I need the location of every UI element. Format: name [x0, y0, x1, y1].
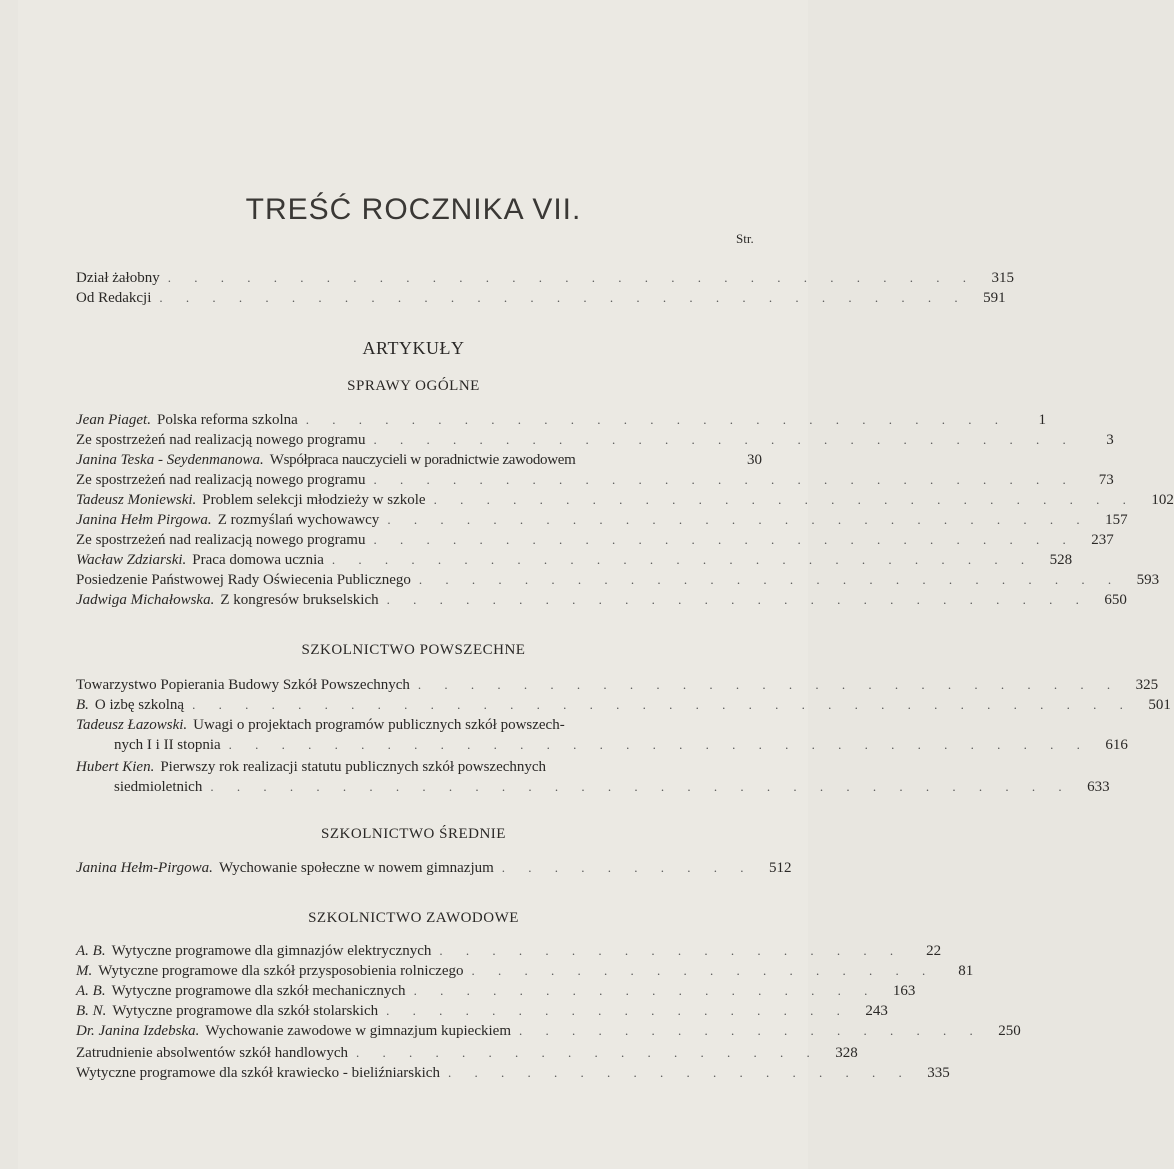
entry-title-continued: siedmioletnich — [114, 779, 203, 795]
entry-author: A. B. — [76, 983, 106, 999]
page-number: 163 — [892, 983, 916, 999]
page-number: 593 — [1136, 572, 1160, 588]
toc-row — [76, 1023, 1021, 1043]
toc-row-continued — [76, 737, 1128, 757]
entry-title: Wychowanie zawodowe w gimnazjum kupieckiem — [205, 1023, 511, 1039]
toc-row-continued — [76, 779, 1110, 799]
entry-title: Od Redakcji — [76, 290, 152, 306]
entry-author: B. — [76, 697, 89, 713]
toc-row — [76, 592, 1127, 612]
toc-row — [76, 492, 1174, 512]
leader-dots: . . . . . . . . . . . . . . . . . . . . . . . . . . . — [373, 432, 1076, 447]
leader-dots: . . . . . . . . . . . . . . . . . . . . . . . . . . . — [417, 677, 1121, 692]
leader-dots: . . . . . . . . . . . . . . . . . . — [439, 943, 904, 958]
toc-row — [76, 412, 1047, 432]
page-number: 1 — [1038, 412, 1047, 428]
page-number: 616 — [1105, 737, 1128, 753]
entry-title: Problem selekcji młodzieży w szkole — [202, 492, 426, 508]
entry-title: Towarzystwo Popierania Budowy Szkół Powszechnych — [76, 677, 410, 693]
entry-author: A. B. — [76, 943, 106, 959]
entry-author: Janina Hełm Pirgowa. — [76, 512, 212, 528]
page-number: 73 — [1098, 472, 1114, 488]
toc-row — [76, 963, 974, 983]
page-number: 30 — [747, 452, 762, 468]
entry-author: Jean Piaget. — [76, 412, 151, 428]
entry-author: Tadeusz Łazowski. — [76, 717, 188, 733]
leader-dots: . . . . . . . . . . . . . . . . . . . . . . . . . . . — [387, 512, 1090, 527]
entry-title: Wychowanie społeczne w nowem gimnazjum — [218, 860, 494, 876]
entry-title: Ze spostrzeżeń nad realizacją nowego programu — [76, 432, 366, 448]
entry-title: Współpraca nauczycieli w poradnictwie zawodowem — [269, 452, 576, 468]
entry-author: Tadeusz Moniewski. — [76, 492, 197, 508]
toc-row — [76, 697, 1171, 717]
leader-dots: . . . . . . . . . . . . . . . . . . . . . . . . . . . — [305, 412, 1009, 427]
page-number: 512 — [769, 860, 792, 876]
subsection-heading: SZKOLNICTWO POWSZECHNE — [301, 642, 526, 658]
section-heading-articles: ARTYKUŁY — [362, 338, 465, 358]
toc-row — [76, 432, 1114, 452]
entry-title-continued: nych I i II stopnia — [114, 737, 221, 753]
leader-dots: . . . . . . . . . . . . . . . . . . . . . . . . . . . — [418, 572, 1122, 587]
toc-row — [76, 270, 1014, 290]
toc-row — [76, 1045, 858, 1065]
entry-title: Z kongresów brukselskich — [220, 592, 379, 608]
leader-dots: . . . . . . . . . . . . . . . . . . — [356, 1045, 820, 1060]
entry-title: Pierwszy rok realizacji statutu publicznych szkół powszechnych — [160, 759, 547, 775]
entry-title: O izbę szkolną — [94, 697, 185, 713]
page-number: 102 — [1151, 492, 1174, 508]
leader-dots: . . . . . . . . . . . . . . . . . . . . . . . . . . . — [433, 492, 1136, 507]
page-number: 633 — [1087, 779, 1110, 795]
entry-title: Dział żałobny — [76, 270, 160, 286]
entry-author: B. N. — [76, 1003, 107, 1019]
page-number: 328 — [835, 1045, 858, 1061]
toc-row — [76, 532, 1114, 552]
entry-author: Jadwiga Michałowska. — [76, 592, 215, 608]
toc-row — [76, 472, 1114, 492]
leader-dots: . . . . . . . . . . . . . . . . . . — [447, 1065, 912, 1080]
page-number: 3 — [1106, 432, 1114, 448]
page-number: 250 — [998, 1023, 1021, 1039]
subsection-heading: SPRAWY OGÓLNE — [347, 378, 480, 394]
toc-row — [76, 983, 916, 1003]
entry-title: Wytyczne programowe dla szkół krawiecko - bieliźniarskich — [76, 1065, 440, 1081]
leader-dots: . . . . . . . . . . . . . . . . . . — [471, 963, 936, 978]
page-number: 157 — [1105, 512, 1128, 528]
leader-dots: . . . . . . . . . . . . . . . . . . . . . . . . . . . . . . . — [167, 270, 976, 285]
leader-dots: . . . . . . . . . . . . . . . . . . . . . . . . . . . . . . . . . . . . — [192, 697, 1133, 712]
entry-title: Praca domowa ucznia — [192, 552, 324, 568]
leader-dots: . . . . . . . . . . . . . . . . . . . . . . . . . . . — [331, 552, 1035, 567]
leader-dots: . . . . . . . . . . . . . . . . . . . . . . . . . . . . . . . — [159, 290, 968, 305]
page-number: 243 — [865, 1003, 888, 1019]
leader-dots: . . . . . . . . . . . . . . . . . . — [413, 983, 878, 998]
page-number: 335 — [927, 1065, 950, 1081]
page-number: 325 — [1135, 677, 1159, 693]
entry-title: Ze spostrzeżeń nad realizacją nowego programu — [76, 532, 366, 548]
entry-author: Janina Teska - Seydenmanowa. — [76, 452, 264, 468]
entry-title: Wytyczne programowe dla szkół mechanicznych — [111, 983, 406, 999]
toc-row — [76, 552, 1073, 572]
entry-author: Wacław Zdziarski. — [76, 552, 187, 568]
subsection-heading: SZKOLNICTWO ZAWODOWE — [308, 910, 519, 926]
leader-dots: . . . . . . . . . . . . . . . . . . . . . . . . . . . — [373, 472, 1076, 487]
page-number: 315 — [991, 270, 1014, 286]
entry-author: Dr. Janina Izdebska. — [76, 1023, 200, 1039]
leader-dots: . . . . . . . . . . . . . . . . . . — [386, 1003, 850, 1018]
entry-title: Polska reforma szkolna — [156, 412, 298, 428]
leader-dots: . . . . . . . . . . . . . . . . . . — [519, 1023, 983, 1038]
entry-title: Ze spostrzeżeń nad realizacją nowego programu — [76, 472, 366, 488]
entry-title: Wytyczne programowe dla gimnazjów elektrycznych — [111, 943, 432, 959]
subsection-heading: SZKOLNICTWO ŚREDNIE — [321, 826, 506, 842]
toc-row — [76, 677, 1159, 697]
page-number: 237 — [1091, 532, 1114, 548]
leader-dots: . . . . . . . . . . . . . . . . . . . . . . . . . . . . . . . . . — [210, 779, 1072, 794]
toc-row — [76, 717, 762, 737]
toc-row — [76, 943, 942, 963]
entry-title: Uwagi o projektach programów publicznych szkół powszech- — [193, 717, 565, 733]
page-number: 22 — [926, 943, 942, 959]
toc-row — [76, 860, 792, 880]
entry-title: Z rozmyślań wychowawcy — [217, 512, 380, 528]
leader-dots: . . . . . . . . . . . . . . . . . . . . . . . . . . . — [386, 592, 1089, 607]
leader-dots: . . . . . . . . . . . . . . . . . . . . . . . . . . . — [373, 532, 1076, 547]
leader-dots: . . . . . . . . . . — [501, 860, 754, 875]
toc-row — [76, 512, 1128, 532]
page-number: 591 — [983, 290, 1006, 306]
entry-title: Zatrudnienie absolwentów szkół handlowych — [76, 1045, 349, 1061]
page-number: 81 — [958, 963, 974, 979]
entry-author: M. — [76, 963, 93, 979]
toc-row — [76, 290, 1006, 310]
page-column-label: Str. — [736, 231, 754, 246]
page-number: 650 — [1104, 592, 1127, 608]
toc-row — [76, 452, 762, 472]
toc-row — [76, 759, 762, 779]
entry-title: Wytyczne programowe dla szkół stolarskich — [112, 1003, 379, 1019]
toc-row — [76, 572, 1160, 592]
entry-author: Janina Hełm-Pirgowa. — [76, 860, 213, 876]
toc-row — [76, 1003, 888, 1023]
document-title: TREŚĆ ROCZNIKA VII. — [245, 193, 582, 226]
entry-title: Posiedzenie Państwowej Rady Oświecenia Publicznego — [76, 572, 411, 588]
entry-author: Hubert Kien. — [76, 759, 155, 775]
toc-row — [76, 1065, 950, 1085]
entry-title: Wytyczne programowe dla szkół przysposobienia rolniczego — [98, 963, 464, 979]
page-number: 501 — [1148, 697, 1171, 713]
leader-dots: . . . . . . . . . . . . . . . . . . . . . . . . . . . . . . . . . — [228, 737, 1090, 752]
page-number: 528 — [1049, 552, 1073, 568]
